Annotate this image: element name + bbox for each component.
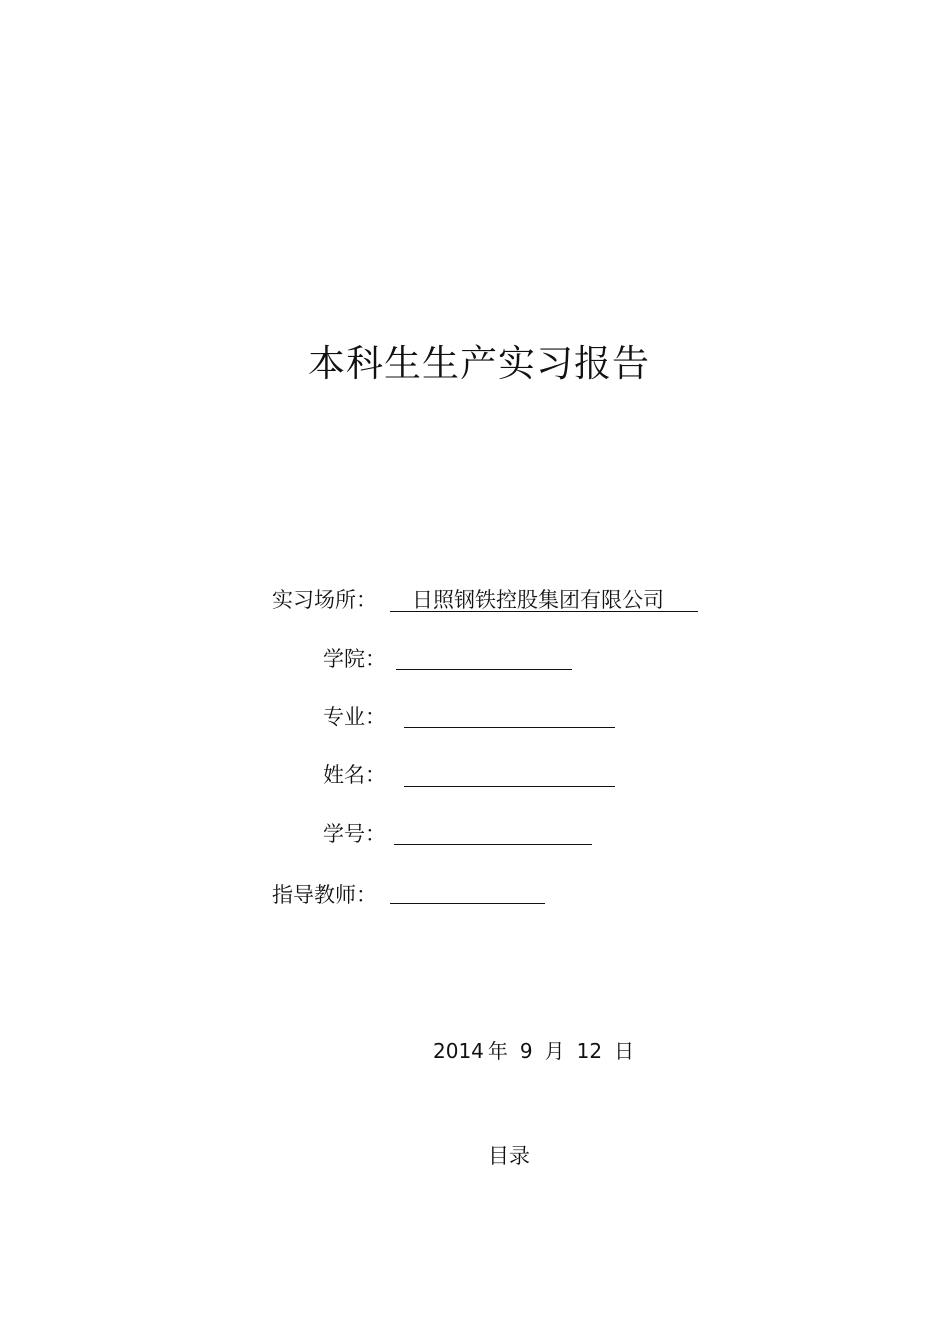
date-month-unit: 月 (544, 1039, 565, 1063)
student-id-underline (394, 844, 592, 845)
major-underline (404, 727, 615, 728)
name-label: 姓名： (323, 763, 386, 787)
advisor-underline (390, 903, 545, 904)
college-label: 学院： (323, 647, 386, 671)
major-label: 专业： (323, 705, 386, 729)
toc-heading: 目录 (488, 1144, 530, 1168)
name-underline (404, 786, 615, 787)
report-date (433, 1037, 634, 1065)
student-id-label: 学号： (323, 822, 386, 846)
internship-site-value: 日照钢铁控股集团有限公司 (412, 588, 664, 612)
date-year-unit: 年 (487, 1039, 508, 1063)
internship-site-underline (390, 611, 698, 612)
date-month: 9 (519, 1039, 533, 1063)
date-day: 12 (576, 1039, 603, 1063)
report-title: 本科生生产实习报告 (308, 342, 650, 385)
date-year: 2014 (433, 1039, 484, 1063)
date-day-unit: 日 (614, 1039, 635, 1063)
internship-site-label: 实习场所： (272, 588, 377, 612)
advisor-label: 指导教师： (272, 883, 377, 907)
college-underline (396, 669, 572, 670)
